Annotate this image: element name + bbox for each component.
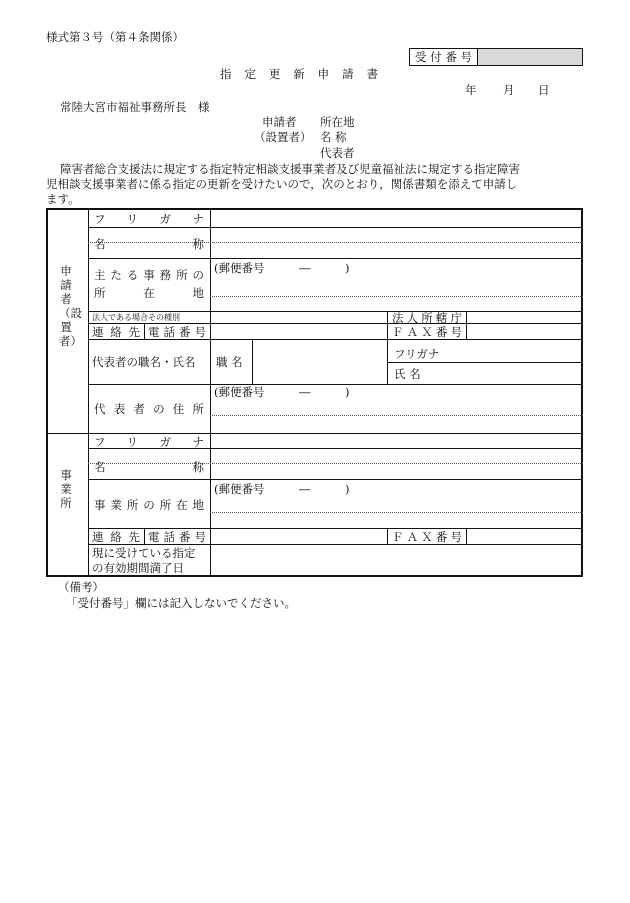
date-year: 年 — [465, 83, 477, 97]
business-name-field[interactable] — [213, 464, 581, 478]
applicant-furigana-label: フリガナ — [94, 212, 204, 226]
applicant-office-address-label-1: 主たる事務所の — [94, 268, 204, 282]
applicant-name-label: 名 称 — [320, 130, 347, 144]
representative-title-name-label: 代表者の職名・氏名 — [92, 355, 196, 369]
applicant-phone-field[interactable] — [213, 324, 385, 338]
expiry-date-label-1: 現に受けている指定 — [92, 546, 196, 560]
corporation-authority-label: 法人所轄庁 — [392, 311, 462, 325]
body-text-line-1: 障害者総合支援法に規定する指定特定相談支援事業者及び児童福祉法に規定する指定障害 — [60, 162, 520, 176]
applicant-furigana-field[interactable] — [213, 228, 581, 242]
notes-item-1: 「受付番号」欄には記入しないでください。 — [66, 596, 296, 610]
business-contact-label: 連絡先 — [92, 530, 140, 544]
date-month: 月 — [503, 83, 515, 97]
business-postal-code: (郵便番号 ― ) — [214, 482, 350, 496]
date-day: 日 — [538, 83, 550, 97]
business-phone-label: 電話番号 — [148, 530, 206, 544]
applicant-phone-label: 電話番号 — [148, 325, 206, 339]
applicant-rep-label: 代表者 — [320, 146, 355, 160]
applicant-name-field[interactable] — [213, 243, 581, 257]
business-fax-field[interactable] — [468, 529, 581, 543]
applicant-label: 申請者 — [262, 115, 297, 129]
business-location-field[interactable] — [213, 513, 581, 527]
job-title-label: 職 名 — [216, 355, 243, 369]
notes-title: （備考） — [58, 580, 104, 594]
business-furigana-field[interactable] — [213, 434, 581, 447]
representative-name-field[interactable] — [448, 363, 581, 383]
form-number: 様式第３号（第４条関係） — [46, 30, 184, 44]
applicant-section-label: 申請者（設置者） — [59, 264, 82, 348]
representative-address-field[interactable] — [213, 416, 581, 432]
expiry-date-field[interactable] — [213, 545, 581, 576]
application-form-table — [46, 208, 583, 577]
applicant-office-address-field[interactable] — [213, 297, 581, 310]
business-location-label: 事業所の所在地 — [94, 498, 204, 512]
representative-furigana-field[interactable] — [448, 341, 581, 361]
applicant-contact-label: 連絡先 — [92, 325, 140, 339]
corporation-authority-field[interactable] — [468, 312, 581, 323]
business-phone-field[interactable] — [213, 529, 385, 543]
expiry-date-label-2: の有効期間満了日 — [92, 561, 184, 575]
business-furigana-label: フリガナ — [94, 435, 204, 449]
reception-number-field[interactable] — [478, 49, 582, 65]
applicant-name-label: 名称 — [94, 237, 204, 251]
corporation-type-label: 法人である場合その種別 — [92, 313, 180, 322]
body-text-line-2: 児相談支援事業者に係る指定の更新を受けたいので，次のとおり，関係書類を添えて申請し — [46, 177, 518, 191]
addressee: 常陸大宮市福祉事務所長 様 — [60, 100, 210, 114]
applicant-fax-label: ＦＡＸ番号 — [392, 325, 462, 339]
representative-postal-code: (郵便番号 ― ) — [214, 385, 350, 399]
applicant-office-address-label-2: 所在地 — [94, 286, 204, 300]
reception-number-label: 受付番号 — [410, 49, 478, 65]
applicant-address-label: 所在地 — [320, 115, 355, 129]
reception-number-box — [409, 48, 583, 66]
document-title: 指定更新申請書 — [220, 67, 378, 81]
business-fax-label: ＦＡＸ番号 — [392, 530, 462, 544]
representative-furigana-label: フリガナ — [394, 347, 440, 361]
business-name-label: 名称 — [94, 460, 204, 474]
body-text-line-3: ます。 — [46, 192, 80, 206]
representative-name-label: 氏 名 — [394, 367, 421, 381]
installer-label: （設置者） — [254, 130, 312, 144]
corporation-type-field[interactable] — [213, 312, 385, 323]
applicant-fax-field[interactable] — [468, 324, 581, 338]
representative-address-label: 代表者の住所 — [94, 402, 204, 416]
applicant-postal-code: (郵便番号 ― ) — [214, 261, 350, 275]
job-title-field[interactable] — [255, 341, 385, 383]
business-section-label: 事業所 — [60, 468, 72, 510]
